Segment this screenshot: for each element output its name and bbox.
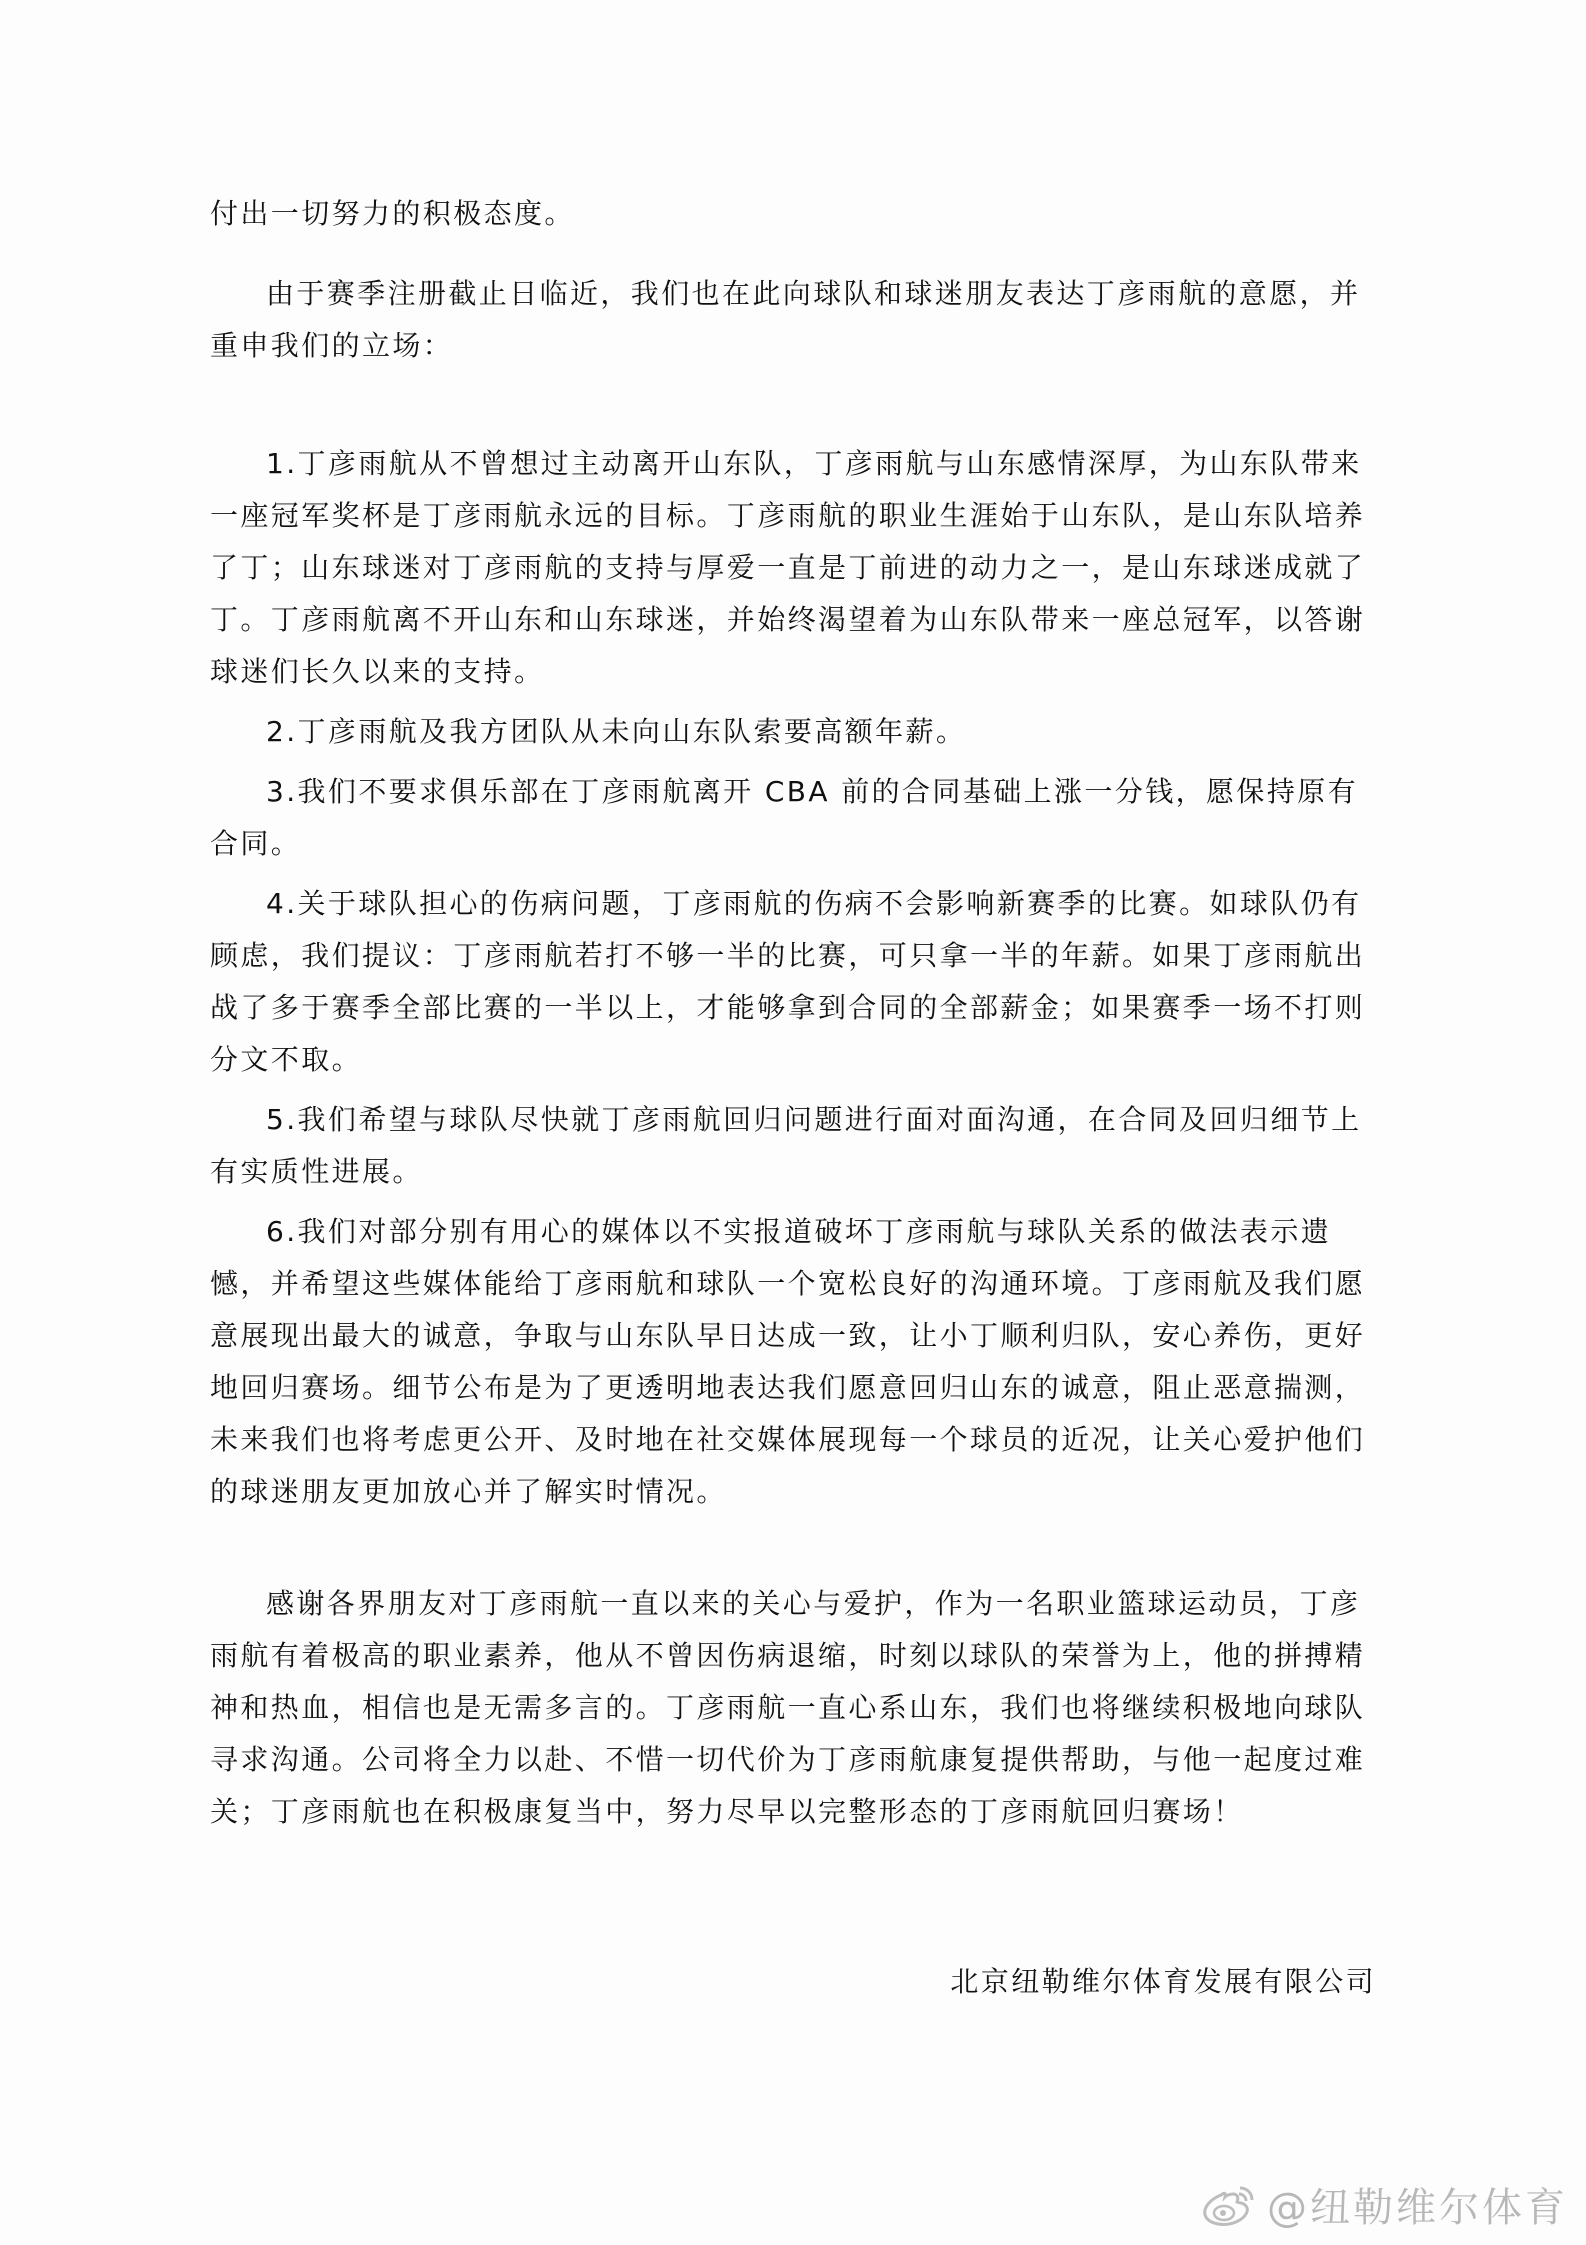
spacer [210,240,1382,268]
intro-paragraph-1: 付出一切努力的积极态度。 [210,197,575,230]
intro-paragraph-2: 由于赛季注册截止日临近，我们也在此向球队和球迷朋友表达丁彦雨航的意愿，并重申我们的立场： [210,277,1361,362]
list-item: 3.我们不要求俱乐部在丁彦雨航离开 CBA 前的合同基础上涨一分钱，愿保持原有合同。 [210,775,1359,860]
list-item: 6.我们对部分别有用心的媒体以不实报道破坏丁彦雨航与球队关系的做法表示遗憾，并希望这些媒体能给丁彦雨航和球队一个宽松良好的沟通环境。丁彦雨航及我们愿意展现出最大的诚意，争取与山东队早日达成一致，让小丁顺利归队，安心养伤，更好地回归赛场。细节公布是为了更透明地表达我们愿意回归山东的诚意，阻止恶意揣测，未来我们也将考虑更公开、及时地在社交媒体展现每一个球员的近况，让关心爱护他们的球迷朋友更加放心并了解实时情况。 [210,1215,1366,1508]
watermark-text: @纽勒维尔体育 [1267,2185,1568,2231]
closing-paragraph: 感谢各界朋友对丁彦雨航一直以来的关心与爱护，作为一名职业篮球运动员，丁彦雨航有着极高的职业素养，他从不曾因伤病退缩，时刻以球队的荣誉为上，他的拼搏精神和热血，相信也是无需多言的。丁彦雨航一直心系山东，我们也将继续积极地向球队寻求沟通。公司将全力以赴、不惜一切代价为丁彦雨航康复提供帮助，与他一起度过难关；丁彦雨航也在积极康复当中，努力尽早以完整形态的丁彦雨航回归赛场！ [210,1587,1366,1828]
weibo-icon [1199,2181,1257,2229]
list-item: 2.丁彦雨航及我方团队从未向山东队索要高额年薪。 [266,715,967,748]
weibo-watermark [1199,2176,1568,2233]
position-list [210,438,1382,1518]
list-item: 4.关于球队担心的伤病问题，丁彦雨航的伤病不会影响新赛季的比赛。如球队仍有顾虑，我们提议：丁彦雨航若打不够一半的比赛，可只拿一半的年薪。如果丁彦雨航出战了多于赛季全部比赛的一半以上，才能够拿到合同的全部薪金；如果赛季一场不打则分文不取。 [210,887,1366,1076]
list-item: 5.我们希望与球队尽快就丁彦雨航回归问题进行面对面沟通，在合同及回归细节上有实质性进展。 [210,1103,1362,1188]
list-item: 1.丁彦雨航从不曾想过主动离开山东队，丁彦雨航与山东感情深厚，为山东队带来一座冠军奖杯是丁彦雨航永远的目标。丁彦雨航的职业生涯始于山东队，是山东队培养了丁；山东球迷对丁彦雨航的支持与厚爱一直是丁前进的动力之一，是山东球迷成就了丁。丁彦雨航离不开山东和山东球迷，并始终渴望着为山东队带来一座总冠军，以答谢球迷们长久以来的支持。 [210,447,1366,688]
spacer [210,1526,1382,1578]
company-signature: 北京纽勒维尔体育发展有限公司 [950,1965,1376,1998]
spacer [210,372,1382,438]
document-body [210,188,1382,1838]
